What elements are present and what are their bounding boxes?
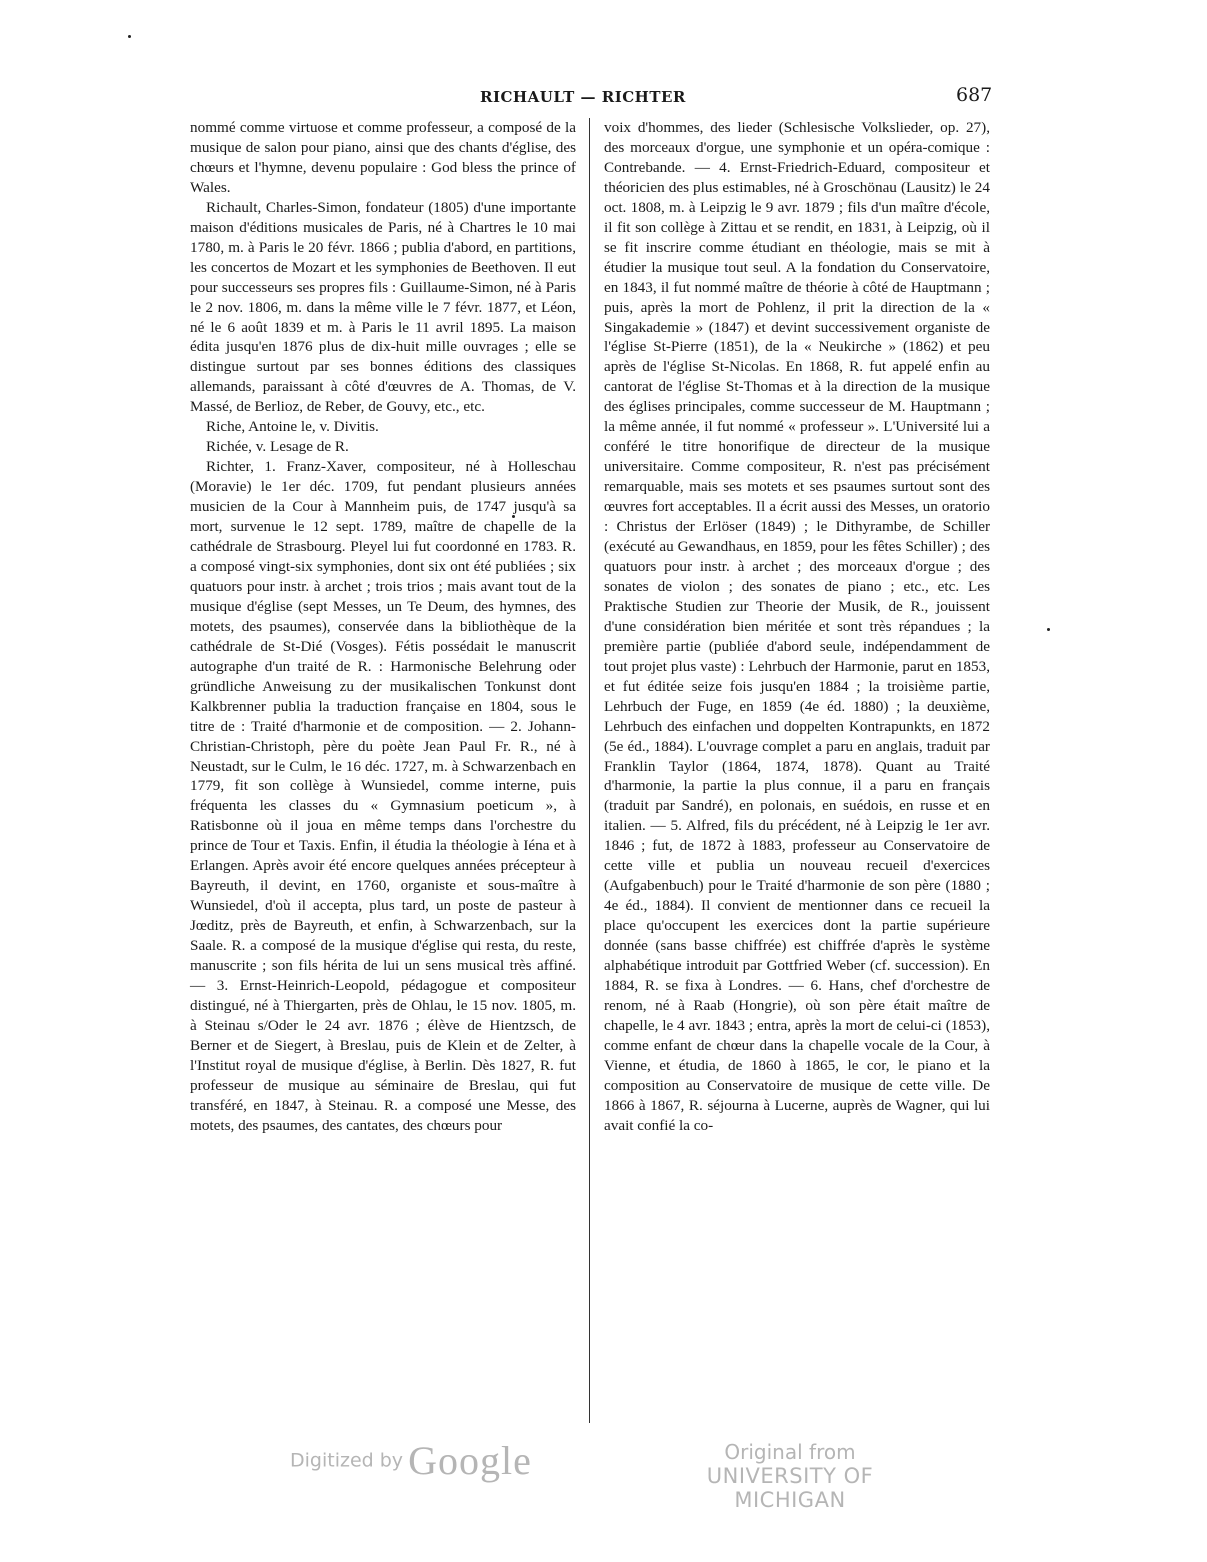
page-header bbox=[190, 84, 993, 114]
column-divider bbox=[589, 118, 590, 1423]
digitized-by-watermark bbox=[290, 1437, 532, 1484]
paragraph: voix d'hommes, des lieder (Schlesische Volkslieder, op. 27), des morceaux d'orgue, une symphonie et un opéra-comique : Contrebande. — 4. Ernst-Friedrich-Eduard, compositeur et théoricien des plus estimables, né à Groschönau (Lausitz) le 24 oct. 1808, m. à Leipzig le 9 avr. 1879 ; fils d'un maître d'école, il fit son collège à Zittau et se rendit, en 1831, à Leipzig, où il se fit inscrire comme étudiant en théologie, mais se mit à étudier la musique tout seul. A la fondation du Conservatoire, en 1843, il fut nommé maître de théorie à côté de Hauptmann ; puis, après la mort de Pohlenz, il prit la direction de la « Singakademie » (1847) et devint successivement organiste de l'église St-Pierre (1851), de la « Neukirche » (1862) et peu après de l'église St-Nicolas. En 1868, R. fut appelé enfin au cantorat de l'église St-Thomas et à la direction de la musique des églises principales, comme successeur de M. Hauptmann ; la même année, il fut nommé « professeur ». L'Université lui a conféré le titre honorifique de directeur de la musique universitaire. Comme compositeur, R. n'est pas précisément remarquable, mais ses motets et ses psaumes surtout sont des œuvres fort acceptables. Il a écrit aussi des Messes, un oratorio : Christus der Erlöser (1849) ; le Dithyrambe, de Schiller (exécuté au Gewandhaus, en 1859, pour les fêtes Schiller) ; des quatuors pour instr. à archet ; des morceaux d'orgue ; des sonates de violon ; des sonates de piano ; etc., etc. Les Praktische Studien zur Theorie der Musik, de R., jouissent d'une considération bien méritée et sont très répandues ; la première partie (publiée d'abord seule, indépendamment de tout projet plus vaste) : Lehrbuch der Harmonie, parut en 1853, et fut éditée seize fois jusqu'en 1884 ; la troisième partie, Lehrbuch der Fuge, en 1859 (4e éd. 1880) ; la deuxième, Lehrbuch des einfachen und doppelten Kontrapunkts, en 1872 (5e éd., 1884). L'ouvrage complet a paru en anglais, traduit par Franklin Taylor (1864, 1874, 1878). Quant au Traité d'harmonie, la partie la plus connue, il a paru en français (traduit par Sandré), en polonais, en suédois, en russe et en italien. — 5. Alfred, fils du précédent, né à Leipzig le 1er avr. 1846 ; fut, de 1872 à 1883, professeur au Conservatoire de cette ville et publia un nouveau recueil d'exercices (Aufgabenbuch) pour le Traité d'harmonie de son père (1880 ; 4e éd., 1884). Il convient de mentionner dans ce recueil la place qu'occupent les exercices dont la partie supérieure donnée (sans basse chiffrée) est chiffrée d'après le système alphabétique introduit par Gottfried Weber (cf. succession). En 1884, R. se fixa à Londres. — 6. Hans, chef d'orchestre de renom, né à Raab (Hongrie), où son père était maître de chapelle, le 4 avr. 1843 ; entra, après la mort de celui-ci (1853), comme enfant de chœur dans la chapelle vocale de la Cour, à Vienne, et étudia, de 1860 à 1865, le cor, le piano et la composition au Conservatoire de musique de cette ville. De 1866 à 1867, R. séjourna à Lucerne, auprès de Wagner, qui lui avait confié la co- bbox=[604, 119, 990, 1134]
page-number: 687 bbox=[956, 84, 993, 106]
university-label: UNIVERSITY OF MICHIGAN bbox=[706, 1464, 874, 1512]
google-logo: Google bbox=[408, 1438, 532, 1483]
stray-mark bbox=[1047, 628, 1050, 631]
dictionary-entry: Riche, Antoine le, v. Divitis. bbox=[206, 418, 379, 436]
paragraph: nommé comme virtuose et comme professeur, a composé de la musique de salon pour piano, ainsi que des chants d'église, des chœurs et l'hymne, devenu populaire : God bless the prince of Wales. bbox=[190, 119, 576, 196]
left-column bbox=[190, 118, 576, 1136]
dictionary-entry: Richée, v. Lesage de R. bbox=[206, 438, 349, 456]
source-watermark bbox=[660, 1440, 920, 1512]
digitized-by-label: Digitized by bbox=[290, 1449, 404, 1472]
right-column bbox=[604, 118, 990, 1136]
dictionary-entry: Richault, Charles-Simon, fondateur (1805) d'une importante maison d'éditions musicales de Paris, né à Chartres le 10 mai 1780, m. à Paris le 20 févr. 1866 ; publia d'abord, en partitions, les concertos de Mozart et les symphonies de Beethoven. Il eut pour successeurs ses propres fils : Guillaume-Simon, né à Paris le 2 nov. 1806, m. dans la même ville le 7 févr. 1877, et Léon, né le 6 août 1839 et m. à Paris le 11 avril 1895. La maison édita jusqu'en 1876 plus de dix-huit mille ouvrages ; elle se distingue surtout par ses bonnes éditions des classiques allemands, paraissant à côté d'œuvres de A. Thomas, de V. Massé, de Berlioz, de Reber, de Gouvy, etc., etc. bbox=[190, 198, 576, 416]
dictionary-entry: Richter, 1. Franz-Xaver, compositeur, né à Holleschau (Moravie) le 1er déc. 1709, fut pendant plusieurs années musicien de la Cour à Mannheim puis, de 1747 jusqu'à sa mort, survenue le 12 sept. 1789, maître de chapelle de la cathédrale de Strasbourg. Pleyel lui fut coordonné en 1783. R. a composé vingt-six symphonies, dont six ont été publiées ; six quatuors pour instr. à archet ; trois trios ; mais avant tout de la musique d'église (sept Messes, un Te Deum, des hymnes, des motets, des psaumes), conservée dans la bibliothèque de la cathédrale de St-Dié (Vosges). Fétis possédait le manuscrit autographe d'un traité de R. : Harmonische Belehrung oder gründliche Anweisung zu der musikalischen Tonkunst dont Kalkbrenner publia la traduction française en 1804, sous le titre de : Traité d'harmonie et de composition. — 2. Johann-Christian-Christoph, père du poète Jean Paul Fr. R., né à Neustadt, sur le Culm, le 16 déc. 1727, m. à Schwarzenbach en 1779, fit son collège à Wunsiedel, comme interne, puis fréquenta les classes du « Gymnasium poeticum », à Ratisbonne où il joua en même temps dans l'orchestre du prince de Tour et Taxis. Enfin, il étudia la théologie à Iéna et à Erlangen. Après avoir été encore quelques années précepteur à Bayreuth, il devint, en 1760, organiste et sous-maître à Wunsiedel, d'où il accepta, plus tard, un poste de pasteur à Jœditz, près de Bayreuth, et enfin, à Schwarzenbach, sur la Saale. R. a composé de la musique d'église qui resta, du reste, manuscrite ; son fils hérita de lui un sens musical très affiné. — 3. Ernst-Heinrich-Leopold, pédagogue et compositeur distingué, né à Thiergarten, près de Ohlau, le 15 nov. 1805, m. à Steinau s/Oder le 24 avr. 1876 ; élève de Hientzsch, de Berner et de Siegert, à Breslau, puis de Klein et de Zelter, à l'Institut royal de musique d'église, à Berlin. Dès 1827, R. fut professeur de musique au séminaire de Breslau, qui fut transféré, en 1847, à Steinau. R. a composé une Messe, des motets, des psaumes, des cantates, des chœurs pour bbox=[190, 458, 576, 1134]
stray-mark bbox=[128, 35, 131, 38]
original-from-label: Original from bbox=[724, 1440, 856, 1464]
running-head: RICHAULT — RICHTER bbox=[480, 88, 686, 106]
